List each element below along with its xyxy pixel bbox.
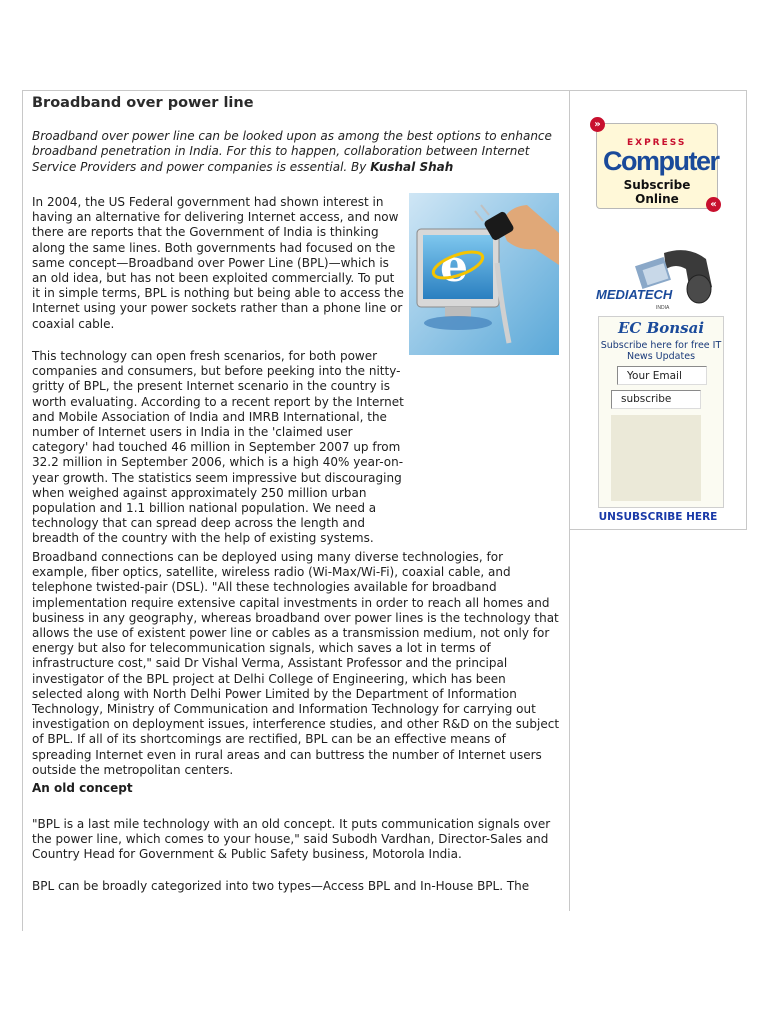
computer-wordmark: Computer bbox=[603, 146, 719, 176]
subscribe-button[interactable]: subscribe bbox=[611, 390, 701, 409]
subhead-old-concept: An old concept bbox=[32, 781, 133, 795]
mediatech-wordmark: MEDIATECH bbox=[596, 287, 673, 302]
article-lede bbox=[32, 129, 562, 175]
ec-bonsai-tagline: Subscribe here for free IT News Updates bbox=[600, 340, 722, 362]
paragraph-2: This technology can open fresh scenarios, for both power companies and consumers, but before peeking into the nitty-gritty of BPL, the present Internet scenario in the country is worth evaluating. According to a recent report by the Internet and Mobile Association of India and IMRB International, the number of Internet users in India in the 'claimed user category' had touched 46 million in September 2007 up from 32.2 million in September 2006, which is a high 40% year-on-year growth. The statistics seem impressive but discouraging when weighed against approximately 250 million urban population and 1.1 billion national population. We need a technology that can spread deep across the length and breadth of the country with the help of existing systems. bbox=[32, 349, 404, 546]
unsubscribe-link[interactable]: UNSUBSCRIBE HERE bbox=[598, 511, 718, 523]
double-arrow-left-icon: « bbox=[706, 197, 721, 212]
mediatech-logo[interactable] bbox=[594, 247, 718, 311]
mediatech-sub: INDIA bbox=[656, 305, 670, 311]
sidebar bbox=[570, 91, 747, 530]
paragraph-4: "BPL is a last mile technology with an old concept. It puts communication signals over the power line, which comes to your house," said Subodh Vardhan, Director-Sales and Country Head for Government & Public Safety business, Motorola India. bbox=[32, 817, 551, 862]
email-input[interactable] bbox=[617, 366, 707, 385]
paragraph-1: In 2004, the US Federal government had shown interest in having an alternative for delivering Internet access, and now there are reports that the Government of India is thinking along the same lines. Both governments had focused on the same concept—Broadband over Power Line (BPL)—which is an old idea, but has not been exploited commercially. To put it in simple terms, BPL is nothing but being able to access the Internet using your power sockets rather than a phone line or coaxial cable. bbox=[32, 195, 404, 331]
express-computer-banner[interactable] bbox=[596, 123, 718, 209]
article-title: Broadband over power line bbox=[32, 95, 254, 111]
express-wordmark: EXPRESS bbox=[627, 138, 687, 148]
ec-bonsai-widget bbox=[598, 316, 724, 508]
double-arrow-right-icon: » bbox=[590, 117, 605, 132]
ec-bonsai-title: EC Bonsai bbox=[617, 319, 705, 337]
paragraph-3: Broadband connections can be deployed using many diverse technologies, for example, fiber optics, satellite, wireless radio (Wi-Max/Wi-Fi), coaxial cable, and telephone twisted-pair (DSL). "All these technologies available for broadband implementation require extensive capital investments in order to reach all homes and business in any geography, whereas broadband over power lines is the technology that allows the use of existent power line or cables as a transmission medium, not only for energy but also for telecommunication signals, which saves a lot in terms of infrastructure cost," said Dr Vishal Verma, Assistant Professor and the principal investigator of the BPL project at Delhi College of Engineering, which has been selected along with North Delhi Power Limited by the Department of Information Technology, Ministry of Communication and Information Technology for carrying out investigation on deployment issues, interference studies, and other R&D on the subject of BPL. If all of its shortcomings are rectified, BPL can be an effective means of spreading Internet even in rural areas and can buttress the number of Internet users outside the metropolitan centers. bbox=[32, 550, 560, 777]
paragraph-5: BPL can be broadly categorized into two types—Access BPL and In-House BPL. The bbox=[32, 879, 530, 893]
article-image bbox=[409, 193, 559, 355]
bonsai-panel bbox=[611, 415, 701, 501]
author-name: Kushal Shah bbox=[370, 159, 454, 174]
ie-logo-icon: e bbox=[440, 241, 468, 292]
article-column bbox=[23, 91, 570, 911]
lede-text: Broadband over power line can be looked upon as among the best options to enhance broadband penetration in India. For this to happen, collaboration between Internet Service Providers and power companies is essential. By bbox=[32, 129, 552, 174]
subscribe-online-label: Subscribe Online bbox=[623, 178, 691, 206]
